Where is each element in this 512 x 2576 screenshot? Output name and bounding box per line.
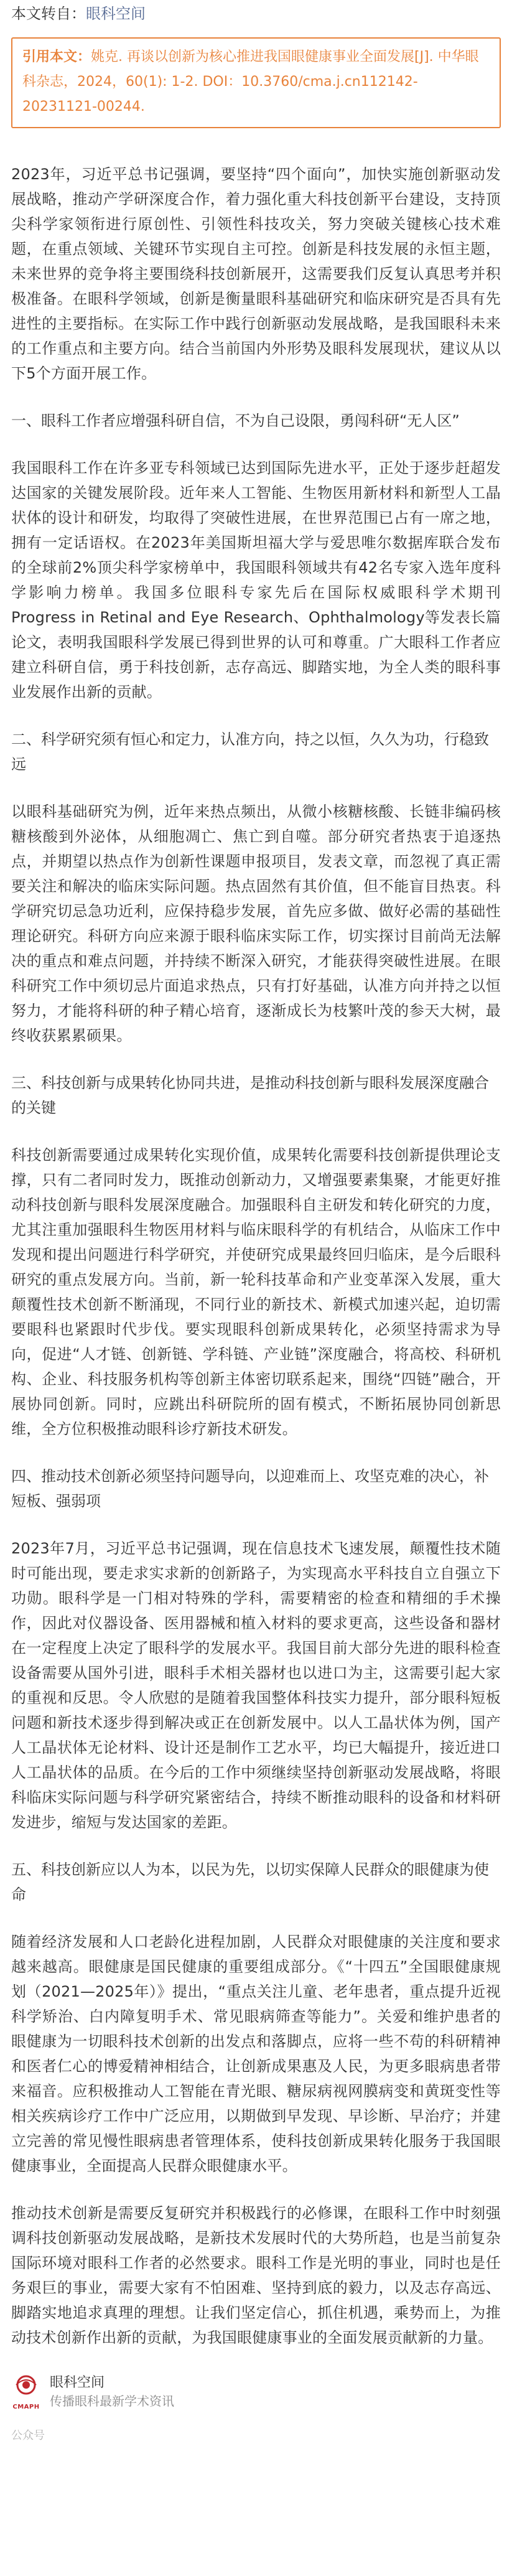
source-link[interactable]: 眼科空间: [86, 5, 146, 22]
citation-text: [22, 45, 490, 119]
account-logo: [11, 2372, 50, 2410]
account-name: 眼科空间: [50, 2374, 105, 2391]
account-description: 传播眼科最新学术资讯: [50, 2393, 174, 2409]
section-heading-5: 五、科技创新应以人为本，以民为先，以切实保障人民群众的眼健康为使命: [11, 1861, 489, 1903]
section-4-paragraph: 2023年7月，习近平总书记强调，现在信息技术飞速发展，颠覆性技术随时可能出现，要走求实求新的创新路子，为实现高水平科技自立自强立下功勋。眼科学是一门相对特殊的学科，需要精密的检查和精细的手术操作，因此对仪器设备、医用器械和植入材料的要求更高，这些设备和器材在一定程度上决定了眼科学的发展水平。我国目前大部分先进的眼科检查设备需要从国外引进，眼科手术相关器材也以进口为主，这需要引起大家的重视和反思。令人欣慰的是随着我国整体科技实力提升，部分眼科短板问题和新技术逐步得到解决或正在创新发展中。以人工晶状体为例，国产人工晶状体无论材料、设计还是制作工艺水平，均已大幅提升，接近进口人工晶状体的品质。在今后的工作中须继续坚持创新驱动发展战略，将眼科临床实际问题与科学研究紧密结合，持续不断推动眼科的设备和材料研发进步，缩短与发达国家的差距。: [11, 1540, 501, 1831]
eye-logo-icon: [11, 2372, 41, 2402]
section-heading-2: 二、科学研究须有恒心和定力，认准方向，持之以恒，久久为功，行稳致远: [11, 731, 489, 773]
closing-paragraph: 推动技术创新是需要反复研究并积极践行的必修课，在眼科工作中时刻强调科技创新驱动发展战略，是新技术发展时代的大势所趋，也是当前复杂国际环境对眼科工作者的必然要求。眼科工作是光明的事业，同时也是任务艰巨的事业，需要大家有不怕困难、坚持到底的毅力，以及志存高远、脚踏实地追求真理的理想。让我们坚定信心，抓住机遇，乘势而上，为推动技术创新作出新的贡献，为我国眼健康事业的全面发展贡献新的力量。: [11, 2204, 501, 2346]
article-body: [11, 162, 501, 2350]
intro-paragraph: 2023年，习近平总书记强调，要坚持“四个面向”，加快实施创新驱动发展战略，推动产学研深度合作，着力强化重大科技创新平台建设，支持顶尖科学家领衔进行原创性、引领性科技攻关，努力突破关键核心技术难题，在重点领域、关键环节实现自主可控。创新是科技发展的永恒主题，未来世界的竞争将主要围绕科技创新展开，这需要我们反复认真思考并积极准备。在眼科学领域，创新是衡量眼科基础研究和临床研究是否具有先进性的主要指标。在实际工作中践行创新驱动发展战略，是我国眼科未来的工作重点和主要方向。结合当前国内外形势及眼科发展现状，建议从以下5个方面开展工作。: [11, 166, 501, 382]
source-line: [11, 1, 501, 26]
section-heading-4: 四、推动技术创新必须坚持问题导向，以迎难而上、攻坚克难的决心，补短板、强弱项: [11, 1468, 489, 1510]
section-heading-3: 三、科技创新与成果转化协同共进，是推动科技创新与眼科发展深度融合的关键: [11, 1074, 489, 1117]
section-1-paragraph: 我国眼科工作在许多亚专科领域已达到国际先进水平，正处于逐步赶超发达国家的关键发展阶段。近年来人工智能、生物医用新材料和新型人工晶状体的设计和研发，均取得了突破性进展，在世界范围已占有一席之地，拥有一定话语权。在2023年美国斯坦福大学与爱思唯尔数据库联合发布的全球前2%顶尖科学家榜单中，我国眼科领域共有42名专家入选年度科学影响力榜单。我国多位眼科专家先后在国际权威眼科学术期刊 Progress in Retinal and Eye Research、Ophthalmology等发表长篇论文，表明我国眼科学发展已得到世界的认可和尊重。广大眼科工作者应建立科研自信，勇于科技创新，志存高远、脚踏实地，为全人类的眼科事业发展作出新的贡献。: [11, 459, 501, 701]
citation-label: 引用本文：: [22, 49, 91, 65]
public-account-label: 公众号: [11, 2429, 45, 2442]
source-prefix: 本文转自：: [11, 5, 86, 22]
section-5-paragraph: 随着经济发展和人口老龄化进程加剧，人民群众对眼健康的关注度和要求越来越高。眼健康是国民健康的重要组成部分。《“十四五”全国眼健康规划（2021—2025年）》提出，“重点关注儿童、老年患者，重点提升近视科学矫治、白内障复明手术、常见眼病筛查等能力”。关爱和维护患者的眼健康为一切眼科技术创新的出发点和落脚点，应将一些不苟的科研精神和医者仁心的博爱精神相结合，让创新成果惠及人民，为更多眼病患者带来福音。应积极推动人工智能在青光眼、糖尿病视网膜病变和黄斑变性等相关疾病诊疗工作中广泛应用，以期做到早发现、早诊断、早治疗；并建立完善的常见慢性眼病患者管理体系，使科技创新成果转化服务于我国眼健康事业，全面提高人民群众眼健康水平。: [11, 1933, 501, 2175]
citation-box: [11, 37, 501, 128]
logo-caption: CMAPH: [12, 2404, 40, 2410]
section-3-paragraph: 科技创新需要通过成果转化实现价值，成果转化需要科技创新提供理论支撑，只有二者同时发力，既推动创新动力，又增强要素集聚，才能更好推动科技创新与眼科发展深度融合。加强眼科自主研发和转化研究的力度，尤其注重加强眼科生物医用材料与临床眼科学的有机结合，从临床工作中发现和提出问题进行科学研究，并使研究成果最终回归临床，是今后眼科研究的重点发展方向。当前，新一轮科技革命和产业变革深入发展，重大颠覆性技术创新不断涌现，不同行业的新技术、新模式加速兴起，迫切需要眼科也紧跟时代步伐。要实现眼科创新成果转化，必须坚持需求为导向，促进“人才链、创新链、学科链、产业链”深度融合，将高校、科研机构、企业、科技服务机构等创新主体密切联系起来，围绕“四链”融合，开展协同创新。同时，应跳出科研院所的固有模式，不断拓展协同创新思维，全方位积极推动眼科诊疗新技术研发。: [11, 1146, 501, 1438]
section-heading-1: 一、眼科工作者应增强科研自信，不为自己设限，勇闯科研“无人区”: [11, 412, 460, 429]
account-footer[interactable]: [11, 2372, 501, 2410]
account-info: [50, 2374, 174, 2410]
citation-body: 姚克. 再谈以创新为核心推进我国眼健康事业全面发展[J]. 中华眼科杂志，2024，60(1): 1-2. DOI：10.3760/cma.j.cn112142-20231121-00244.: [22, 49, 479, 115]
section-2-paragraph: 以眼科基础研究为例，近年来热点频出，从微小核糖核酸、长链非编码核糖核酸到外泌体，从细胞凋亡、焦亡到自噬。部分研究者热衷于追逐热点，并期望以热点作为创新性课题申报项目，发表文章，而忽视了真正需要关注和解决的临床实际问题。热点固然有其价值，但不能盲目热衷。科学研究切忌急功近利，应保持稳步发展，首先应多做、做好必需的基础性理论研究。科研方向应来源于眼科临床实际工作，切实探讨目前尚无法解决的重点和难点问题，并持续不断深入研究，才能获得突破性进展。在眼科研究工作中须切忌片面追求热点，只有打好基础，认准方向并持之以恒努力，才能将科研的种子精心培育，逐渐成长为枝繁叶茂的参天大树，最终收获累累硕果。: [11, 803, 501, 1044]
